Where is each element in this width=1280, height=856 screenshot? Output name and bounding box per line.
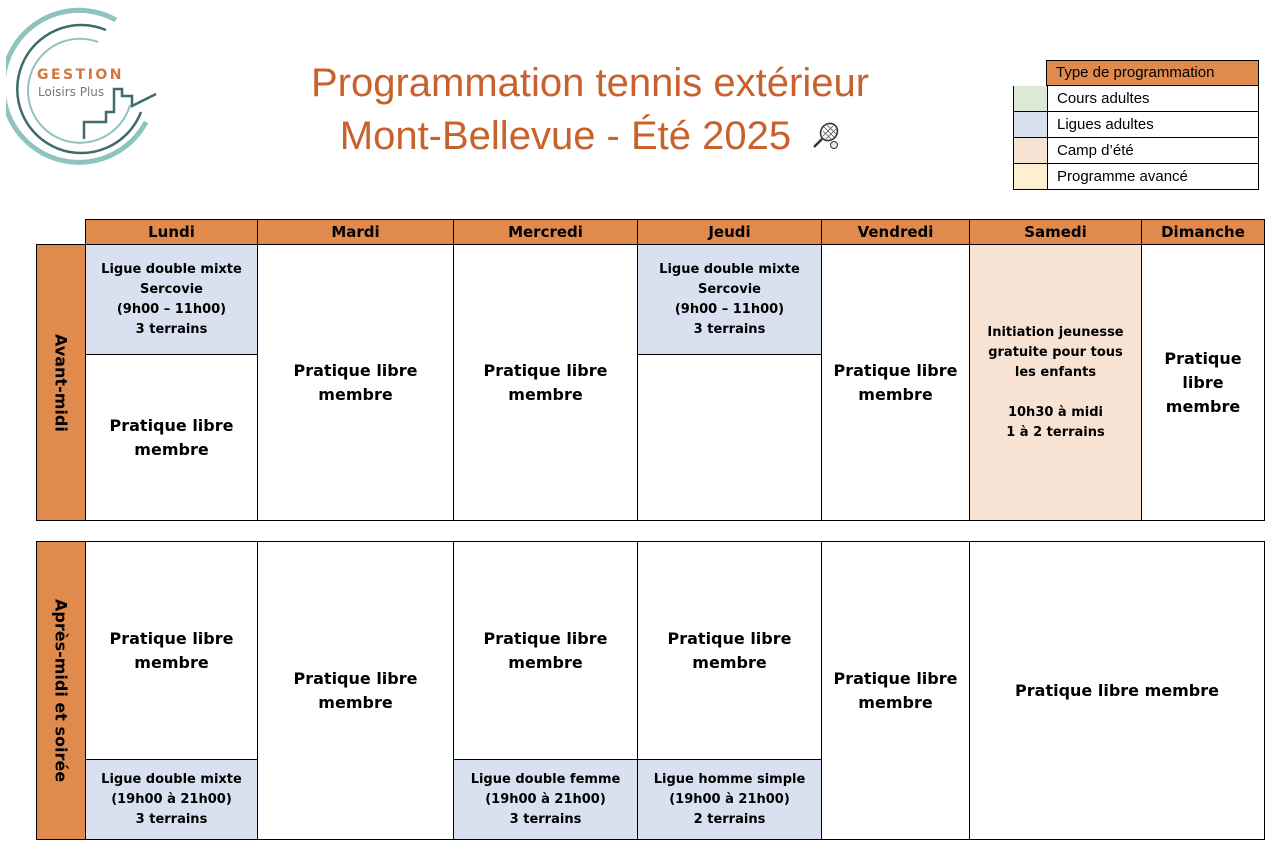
title-line-1: Programmation tennis extérieur — [310, 61, 870, 105]
schedule-cell-jeudi-morning-league: Ligue double mixte Sercovie (9h00 – 11h00) 3 terrains — [637, 244, 822, 355]
schedule-cell-mercredi-afternoon-free: Pratique libre membre — [453, 541, 638, 760]
schedule-cell-mercredi-evening-league: Ligue double femme (19h00 à 21h00) 3 terrains — [453, 759, 638, 840]
legend-item-cours-adultes — [1013, 86, 1259, 112]
schedule-cell-vendredi-morning: Pratique libre membre — [821, 244, 970, 521]
legend-label: Camp d’été — [1057, 142, 1134, 159]
schedule-cell-mardi-morning: Pratique libre membre — [257, 244, 454, 521]
schedule-cell-lundi-evening-league: Ligue double mixte (19h00 à 21h00) 3 terrains — [85, 759, 258, 840]
schedule-cell-dimanche-morning: Pratique libre membre — [1141, 244, 1265, 521]
schedule-cell-mardi-afternoon: Pratique libre membre — [257, 541, 454, 840]
schedule-cell-lundi-afternoon-free: Pratique libre membre — [85, 541, 258, 760]
legend-item-ligues-adultes — [1013, 112, 1259, 138]
day-header-lundi: Lundi — [85, 219, 258, 245]
day-header-mercredi: Mercredi — [453, 219, 638, 245]
row-label-text: Avant-midi — [51, 333, 71, 432]
legend-label: Cours adultes — [1057, 90, 1150, 107]
page-subtitle — [250, 116, 930, 156]
day-header-mardi: Mardi — [257, 219, 454, 245]
legend-label: Programme avancé — [1057, 168, 1188, 185]
schedule-cell-weekend-afternoon: Pratique libre membre — [969, 541, 1265, 840]
title-line-2: Mont-Bellevue - Été 2025 — [339, 114, 792, 158]
legend — [1013, 60, 1259, 190]
tennis-racket-icon — [810, 118, 840, 148]
schedule-cell-samedi-morning-camp: Initiation jeunesse gratuite pour tous les enfants 10h30 à midi 1 à 2 terrains — [969, 244, 1142, 521]
schedule-cell-jeudi-evening-league: Ligue homme simple (19h00 à 21h00) 2 terrains — [637, 759, 822, 840]
day-header-samedi: Samedi — [969, 219, 1142, 245]
schedule-cell-lundi-morning-free: Pratique libre membre — [85, 354, 258, 521]
legend-swatch — [1014, 164, 1048, 189]
day-header-jeudi: Jeudi — [637, 219, 822, 245]
day-header-vendredi: Vendredi — [821, 219, 970, 245]
schedule-cell-jeudi-morning-empty — [637, 354, 822, 521]
logo-text-gestion: GESTION — [37, 67, 125, 83]
schedule-cell-lundi-morning-league: Ligue double mixte Sercovie (9h00 – 11h00) 3 terrains — [85, 244, 258, 355]
legend-header: Type de programmation — [1046, 60, 1259, 86]
legend-item-programme-avance — [1013, 164, 1259, 190]
schedule-cell-mercredi-morning: Pratique libre membre — [453, 244, 638, 521]
schedule-cell-vendredi-afternoon: Pratique libre membre — [821, 541, 970, 840]
row-label-avant-midi — [36, 244, 86, 521]
row-label-text: Après-midi et soirée — [51, 598, 71, 783]
gestion-loisirs-plus-logo — [6, 4, 166, 166]
day-header-dimanche: Dimanche — [1141, 219, 1265, 245]
legend-swatch — [1014, 86, 1048, 111]
legend-swatch — [1014, 138, 1048, 163]
legend-header-row — [1013, 60, 1259, 86]
legend-swatch — [1014, 112, 1048, 137]
page-title — [250, 63, 930, 103]
schedule-cell-jeudi-afternoon-free: Pratique libre membre — [637, 541, 822, 760]
legend-label: Ligues adultes — [1057, 116, 1154, 133]
row-label-apres-midi-soiree — [36, 541, 86, 840]
logo-text-loisirs-plus: Loisirs Plus — [38, 85, 105, 99]
legend-item-camp-ete — [1013, 138, 1259, 164]
